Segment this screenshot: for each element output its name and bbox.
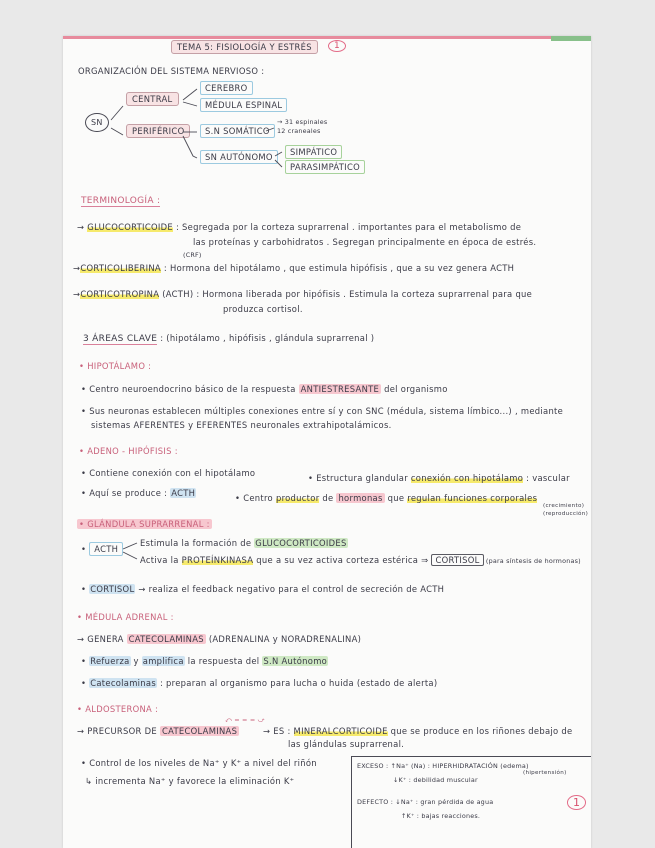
medula-line2: • Refuerza y amplifica la respuesta del S.N Autónomo (81, 656, 328, 666)
simpatico-node: SIMPÁTICO (285, 147, 342, 157)
raquideos-note: 12 craneales (277, 127, 321, 135)
defecto-line2: ↑K⁺ : bajas reacciones. (401, 812, 481, 820)
crf-note: (CRF) (183, 251, 202, 259)
cortisol-line: • CORTISOL → realiza el feedback negativo para el control de secreción de ACTH (81, 584, 445, 594)
org-heading: ORGANIZACIÓN DEL SISTEMA NERVIOSO : (78, 66, 265, 76)
aldosterona-es-line: → ES : MINERALCORTICOIDE que se produce en los riñones debajo de (263, 726, 573, 736)
sn-node: SN (85, 113, 109, 132)
adeno-bullet1: • Contiene conexión con el hipotálamo (81, 468, 256, 478)
hipotalamo-bullet1: • Centro neuroendocrino básico de la respuesta ANTIESTRESANTE del organismo (81, 384, 448, 394)
medula-node: MÉDULA ESPINAL (200, 100, 287, 110)
corticoliberina-line: →CORTICOLIBERINA : Hormona del hipotálamo , que estimula hipófisis , que a su vez genera ACTH (73, 263, 515, 273)
craneales-note: → 31 espinales (277, 118, 328, 126)
glucocorticoide-line2: las proteínas y carbohidratos . Segregan principalmente en época de estrés. (193, 237, 537, 247)
exceso-line1: EXCESO : ↑Na⁺ (Na) : HIPERHIDRATACIÓN (edema) (357, 762, 529, 770)
hipotalamo-bullet2-line2: sistemas AFERENTES y EFERENTES neuronales extrahipotalámicos. (91, 420, 392, 430)
hipotalamo-bullet2-line1: • Sus neuronas establecen múltiples conexiones entre sí y con SNC (médula, sistema límbico...) , mediante (81, 406, 564, 416)
exceso-line1b: (hipertensión) (523, 770, 567, 776)
exceso-box-divider (351, 756, 352, 848)
central-node: CENTRAL (126, 94, 179, 104)
footer-page-number: 1 (567, 796, 586, 809)
somatico-node: S.N SOMÁTICO (200, 126, 275, 136)
aldosterona-line1: → PRECURSOR DE CATECOLAMINAS (77, 726, 238, 736)
medula-line3: • Catecolaminas : preparan al organismo para lucha o huida (estado de alerta) (81, 678, 438, 688)
medula-heading: • MÉDULA ADRENAL : (77, 612, 174, 622)
adeno-note1: (crecimiento) (543, 503, 585, 509)
defecto-line1: DEFECTO : ↓Na⁺ : gran pérdida de agua (357, 798, 494, 806)
parasimpatico-node: PARASIMPÁTICO (285, 162, 365, 172)
periferico-node: PERIFÉRICO (126, 126, 190, 136)
acth-branch2: Activa la PROTEÍNKINASA que a su vez activa corteza estérica ⇒ CORTISOL (para síntesis de hormonas) (140, 555, 581, 565)
adeno-heading: • ADENO - HIPÓFISIS : (79, 446, 178, 456)
control-line2: ↳ incrementa Na⁺ y favorece la eliminación K⁺ (85, 776, 295, 786)
page-number-circle: 1 (328, 41, 346, 51)
acth-arrows (63, 36, 591, 636)
corticotropina-line2: produzca cortisol. (223, 304, 303, 314)
aldosterona-line2: las glándulas suprarrenal. (288, 739, 405, 749)
adeno-note2: (reproducción) (543, 511, 589, 517)
acth-branch1: Estimula la formación de GLUCOCORTICOIDES (140, 538, 347, 548)
adeno-bullet2: • Aquí se produce : ACTH (81, 488, 196, 498)
areas-clave-line: 3 ÁREAS CLAVE : (hipotálamo , hipófisis , glándula suprarrenal ) (83, 333, 375, 344)
cerebro-node: CEREBRO (200, 83, 253, 93)
autonomo-node: SN AUTÓNOMO (200, 152, 278, 162)
exceso-line2: ↓K⁺ : debilidad muscular (393, 776, 478, 784)
corticotropina-line1: →CORTICOTROPINA (ACTH) : Hormona liberada por hipófisis . Estimula la corteza suprarrenal para que (73, 289, 533, 299)
adeno-bullet-estructura: • Estructura glandular conexión con hipotálamo : vascular (308, 473, 570, 483)
aldosterona-curved-arrow: ⤺ = = = ⤻ (225, 716, 265, 724)
notes-page (63, 36, 591, 848)
exceso-box-top (351, 756, 591, 757)
medula-line1: → GENERA CATECOLAMINAS (ADRENALINA y NORADRENALINA) (77, 634, 362, 644)
acth-node: • ACTH (81, 544, 123, 554)
hipotalamo-heading: • HIPOTÁLAMO : (79, 361, 152, 371)
adeno-bullet-productor: • Centro productor de hormonas que regulan funciones corporales (235, 493, 538, 503)
page-title: TEMA 5: FISIOLOGÍA Y ESTRÉS (171, 42, 318, 52)
control-line1: • Control de los niveles de Na⁺ y K⁺ a nivel del riñón (81, 758, 317, 768)
aldosterona-heading: • ALDOSTERONA : (77, 704, 159, 714)
terminologia-heading: TERMINOLOGÍA : (81, 196, 161, 206)
glucocorticoide-line1: → GLUCOCORTICOIDE : Segregada por la corteza suprarrenal . importantes para el metabolismo de (77, 222, 522, 232)
suprarrenal-heading: • GLÁNDULA SUPRARRENAL : (79, 519, 210, 529)
